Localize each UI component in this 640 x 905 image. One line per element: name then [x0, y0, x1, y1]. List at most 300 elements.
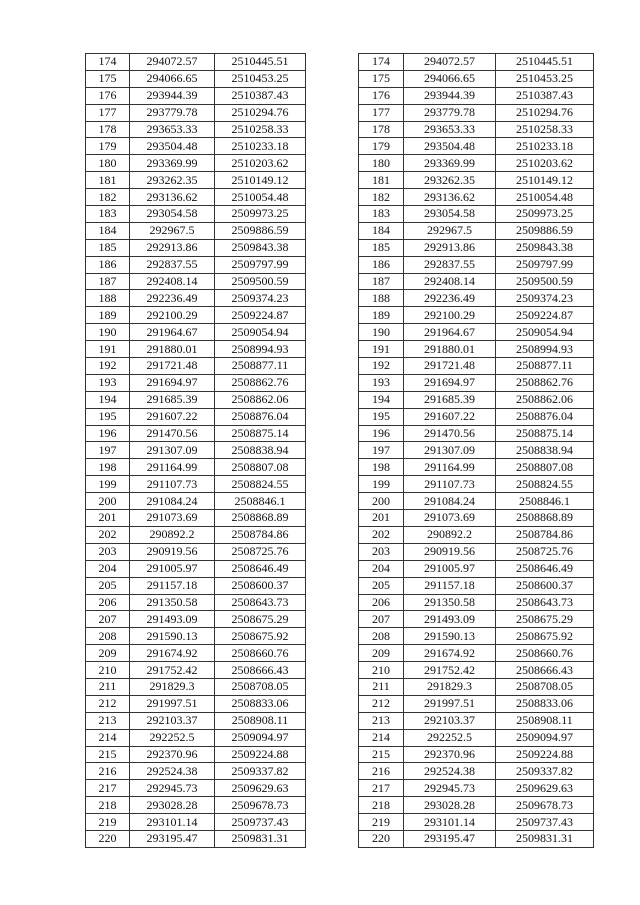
right-x-coordinate-cell: 291590.13	[404, 628, 496, 645]
right-y-coordinate-cell: 2509054.94	[496, 324, 594, 341]
left-y-coordinate-cell: 2508675.29	[215, 611, 306, 628]
left-x-coordinate-cell: 293028.28	[130, 797, 215, 814]
left-x-coordinate-cell: 291829.3	[130, 678, 215, 695]
left-y-coordinate-cell: 2508675.92	[215, 628, 306, 645]
right-y-coordinate-cell: 2508838.94	[496, 442, 594, 459]
right-y-coordinate-cell: 2508877.11	[496, 358, 594, 375]
left-point-number-cell: 200	[86, 493, 130, 510]
right-y-coordinate-cell: 2509629.63	[496, 780, 594, 797]
right-point-number-cell: 200	[359, 493, 404, 510]
table-row	[86, 695, 594, 712]
blank-separator-cell	[306, 104, 359, 121]
left-point-number-cell: 211	[86, 678, 130, 695]
table-row	[86, 324, 594, 341]
left-x-coordinate-cell: 292252.5	[130, 729, 215, 746]
left-y-coordinate-cell: 2509094.97	[215, 729, 306, 746]
right-point-number-cell: 203	[359, 543, 404, 560]
blank-separator-cell	[306, 307, 359, 324]
left-y-coordinate-cell: 2509831.31	[215, 830, 306, 847]
left-point-number-cell: 195	[86, 408, 130, 425]
right-point-number-cell: 210	[359, 662, 404, 679]
left-point-number-cell: 214	[86, 729, 130, 746]
table-row	[86, 493, 594, 510]
right-point-number-cell: 207	[359, 611, 404, 628]
right-x-coordinate-cell: 293054.58	[404, 206, 496, 223]
table-row	[86, 172, 594, 189]
left-point-number-cell: 206	[86, 594, 130, 611]
right-y-coordinate-cell: 2509843.38	[496, 239, 594, 256]
right-x-coordinate-cell: 293944.39	[404, 87, 496, 104]
blank-separator-cell	[306, 510, 359, 527]
left-point-number-cell: 174	[86, 54, 130, 71]
left-y-coordinate-cell: 2508660.76	[215, 645, 306, 662]
right-point-number-cell: 202	[359, 526, 404, 543]
left-y-coordinate-cell: 2508875.14	[215, 425, 306, 442]
left-point-number-cell: 201	[86, 510, 130, 527]
left-point-number-cell: 202	[86, 526, 130, 543]
right-y-coordinate-cell: 2508646.49	[496, 560, 594, 577]
right-x-coordinate-cell: 291721.48	[404, 358, 496, 375]
left-x-coordinate-cell: 293101.14	[130, 814, 215, 831]
left-x-coordinate-cell: 291880.01	[130, 341, 215, 358]
right-point-number-cell: 197	[359, 442, 404, 459]
table-row	[86, 307, 594, 324]
right-y-coordinate-cell: 2510445.51	[496, 54, 594, 71]
left-y-coordinate-cell: 2510233.18	[215, 138, 306, 155]
blank-separator-cell	[306, 662, 359, 679]
right-point-number-cell: 206	[359, 594, 404, 611]
blank-separator-cell	[306, 712, 359, 729]
right-x-coordinate-cell: 291685.39	[404, 391, 496, 408]
left-point-number-cell: 188	[86, 290, 130, 307]
left-point-number-cell: 199	[86, 476, 130, 493]
right-y-coordinate-cell: 2508807.08	[496, 459, 594, 476]
right-y-coordinate-cell: 2508643.73	[496, 594, 594, 611]
right-x-coordinate-cell: 292945.73	[404, 780, 496, 797]
left-y-coordinate-cell: 2508643.73	[215, 594, 306, 611]
right-x-coordinate-cell: 291880.01	[404, 341, 496, 358]
left-point-number-cell: 208	[86, 628, 130, 645]
table-row	[86, 341, 594, 358]
left-point-number-cell: 213	[86, 712, 130, 729]
left-x-coordinate-cell: 291674.92	[130, 645, 215, 662]
left-point-number-cell: 205	[86, 577, 130, 594]
right-y-coordinate-cell: 2509094.97	[496, 729, 594, 746]
blank-separator-cell	[306, 628, 359, 645]
table-row	[86, 358, 594, 375]
right-y-coordinate-cell: 2509224.87	[496, 307, 594, 324]
left-point-number-cell: 177	[86, 104, 130, 121]
left-y-coordinate-cell: 2508833.06	[215, 695, 306, 712]
right-point-number-cell: 187	[359, 273, 404, 290]
right-x-coordinate-cell: 293195.47	[404, 830, 496, 847]
right-y-coordinate-cell: 2509797.99	[496, 256, 594, 273]
left-x-coordinate-cell: 291157.18	[130, 577, 215, 594]
right-y-coordinate-cell: 2508660.76	[496, 645, 594, 662]
right-x-coordinate-cell: 293369.99	[404, 155, 496, 172]
right-y-coordinate-cell: 2510203.62	[496, 155, 594, 172]
left-y-coordinate-cell: 2508877.11	[215, 358, 306, 375]
table-row	[86, 442, 594, 459]
left-point-number-cell: 192	[86, 358, 130, 375]
left-point-number-cell: 198	[86, 459, 130, 476]
left-point-number-cell: 182	[86, 189, 130, 206]
right-point-number-cell: 204	[359, 560, 404, 577]
table-row	[86, 830, 594, 847]
right-y-coordinate-cell: 2508862.76	[496, 374, 594, 391]
right-y-coordinate-cell: 2509337.82	[496, 763, 594, 780]
left-x-coordinate-cell: 292408.14	[130, 273, 215, 290]
left-y-coordinate-cell: 2509886.59	[215, 222, 306, 239]
right-point-number-cell: 180	[359, 155, 404, 172]
table-row	[86, 104, 594, 121]
left-x-coordinate-cell: 290892.2	[130, 526, 215, 543]
left-point-number-cell: 210	[86, 662, 130, 679]
right-point-number-cell: 194	[359, 391, 404, 408]
blank-separator-cell	[306, 256, 359, 273]
left-y-coordinate-cell: 2509737.43	[215, 814, 306, 831]
right-point-number-cell: 188	[359, 290, 404, 307]
left-y-coordinate-cell: 2508784.86	[215, 526, 306, 543]
left-y-coordinate-cell: 2508824.55	[215, 476, 306, 493]
table-row	[86, 780, 594, 797]
coordinate-table-body	[86, 54, 594, 848]
right-x-coordinate-cell: 292103.37	[404, 712, 496, 729]
left-point-number-cell: 193	[86, 374, 130, 391]
left-point-number-cell: 207	[86, 611, 130, 628]
table-row	[86, 543, 594, 560]
left-point-number-cell: 219	[86, 814, 130, 831]
right-point-number-cell: 215	[359, 746, 404, 763]
right-x-coordinate-cell: 292370.96	[404, 746, 496, 763]
left-x-coordinate-cell: 294072.57	[130, 54, 215, 71]
blank-separator-cell	[306, 442, 359, 459]
right-point-number-cell: 220	[359, 830, 404, 847]
right-y-coordinate-cell: 2509886.59	[496, 222, 594, 239]
left-x-coordinate-cell: 292103.37	[130, 712, 215, 729]
right-x-coordinate-cell: 291084.24	[404, 493, 496, 510]
left-point-number-cell: 218	[86, 797, 130, 814]
right-point-number-cell: 191	[359, 341, 404, 358]
right-y-coordinate-cell: 2508725.76	[496, 543, 594, 560]
left-y-coordinate-cell: 2508600.37	[215, 577, 306, 594]
table-row	[86, 678, 594, 695]
right-y-coordinate-cell: 2509224.88	[496, 746, 594, 763]
table-row	[86, 290, 594, 307]
left-y-coordinate-cell: 2510203.62	[215, 155, 306, 172]
right-y-coordinate-cell: 2508600.37	[496, 577, 594, 594]
right-y-coordinate-cell: 2509737.43	[496, 814, 594, 831]
left-x-coordinate-cell: 291964.67	[130, 324, 215, 341]
table-row	[86, 256, 594, 273]
table-row	[86, 70, 594, 87]
blank-separator-cell	[306, 797, 359, 814]
right-y-coordinate-cell: 2510149.12	[496, 172, 594, 189]
right-point-number-cell: 189	[359, 307, 404, 324]
left-point-number-cell: 178	[86, 121, 130, 138]
left-y-coordinate-cell: 2510054.48	[215, 189, 306, 206]
right-y-coordinate-cell: 2509500.59	[496, 273, 594, 290]
left-point-number-cell: 190	[86, 324, 130, 341]
left-x-coordinate-cell: 293944.39	[130, 87, 215, 104]
blank-separator-cell	[306, 763, 359, 780]
blank-separator-cell	[306, 70, 359, 87]
right-y-coordinate-cell: 2508833.06	[496, 695, 594, 712]
right-x-coordinate-cell: 291493.09	[404, 611, 496, 628]
right-x-coordinate-cell: 291997.51	[404, 695, 496, 712]
table-row	[86, 273, 594, 290]
blank-separator-cell	[306, 324, 359, 341]
left-x-coordinate-cell: 293779.78	[130, 104, 215, 121]
right-point-number-cell: 178	[359, 121, 404, 138]
right-x-coordinate-cell: 291752.42	[404, 662, 496, 679]
right-point-number-cell: 214	[359, 729, 404, 746]
blank-separator-cell	[306, 341, 359, 358]
left-x-coordinate-cell: 291005.97	[130, 560, 215, 577]
table-row	[86, 712, 594, 729]
left-point-number-cell: 181	[86, 172, 130, 189]
blank-separator-cell	[306, 206, 359, 223]
left-point-number-cell: 204	[86, 560, 130, 577]
right-x-coordinate-cell: 291694.97	[404, 374, 496, 391]
blank-separator-cell	[306, 87, 359, 104]
blank-separator-cell	[306, 526, 359, 543]
left-point-number-cell: 180	[86, 155, 130, 172]
right-y-coordinate-cell: 2508876.04	[496, 408, 594, 425]
left-x-coordinate-cell: 291350.58	[130, 594, 215, 611]
left-x-coordinate-cell: 293054.58	[130, 206, 215, 223]
right-x-coordinate-cell: 291964.67	[404, 324, 496, 341]
right-point-number-cell: 179	[359, 138, 404, 155]
left-point-number-cell: 216	[86, 763, 130, 780]
right-point-number-cell: 196	[359, 425, 404, 442]
table-row	[86, 459, 594, 476]
right-y-coordinate-cell: 2509973.25	[496, 206, 594, 223]
blank-separator-cell	[306, 459, 359, 476]
left-y-coordinate-cell: 2510445.51	[215, 54, 306, 71]
table-row	[86, 391, 594, 408]
left-y-coordinate-cell: 2510294.76	[215, 104, 306, 121]
table-row	[86, 662, 594, 679]
right-y-coordinate-cell: 2508868.89	[496, 510, 594, 527]
left-x-coordinate-cell: 291997.51	[130, 695, 215, 712]
right-point-number-cell: 177	[359, 104, 404, 121]
left-x-coordinate-cell: 291307.09	[130, 442, 215, 459]
left-y-coordinate-cell: 2510149.12	[215, 172, 306, 189]
right-y-coordinate-cell: 2508862.06	[496, 391, 594, 408]
right-x-coordinate-cell: 291350.58	[404, 594, 496, 611]
table-row	[86, 729, 594, 746]
left-x-coordinate-cell: 291493.09	[130, 611, 215, 628]
right-y-coordinate-cell: 2509374.23	[496, 290, 594, 307]
right-x-coordinate-cell: 292100.29	[404, 307, 496, 324]
right-point-number-cell: 176	[359, 87, 404, 104]
left-x-coordinate-cell: 291721.48	[130, 358, 215, 375]
right-x-coordinate-cell: 290919.56	[404, 543, 496, 560]
right-point-number-cell: 183	[359, 206, 404, 223]
right-point-number-cell: 184	[359, 222, 404, 239]
blank-separator-cell	[306, 645, 359, 662]
right-x-coordinate-cell: 293262.35	[404, 172, 496, 189]
left-point-number-cell: 196	[86, 425, 130, 442]
right-y-coordinate-cell: 2509831.31	[496, 830, 594, 847]
left-point-number-cell: 203	[86, 543, 130, 560]
right-point-number-cell: 190	[359, 324, 404, 341]
table-row	[86, 189, 594, 206]
blank-separator-cell	[306, 611, 359, 628]
right-x-coordinate-cell: 292524.38	[404, 763, 496, 780]
left-x-coordinate-cell: 292236.49	[130, 290, 215, 307]
right-point-number-cell: 201	[359, 510, 404, 527]
table-row	[86, 763, 594, 780]
table-row	[86, 814, 594, 831]
right-point-number-cell: 174	[359, 54, 404, 71]
table-row	[86, 155, 594, 172]
table-row	[86, 746, 594, 763]
left-y-coordinate-cell: 2509629.63	[215, 780, 306, 797]
table-row	[86, 408, 594, 425]
blank-separator-cell	[306, 189, 359, 206]
left-x-coordinate-cell: 292913.86	[130, 239, 215, 256]
right-point-number-cell: 199	[359, 476, 404, 493]
left-x-coordinate-cell: 292524.38	[130, 763, 215, 780]
right-point-number-cell: 211	[359, 678, 404, 695]
left-point-number-cell: 187	[86, 273, 130, 290]
table-row	[86, 797, 594, 814]
right-point-number-cell: 208	[359, 628, 404, 645]
right-x-coordinate-cell: 292837.55	[404, 256, 496, 273]
blank-separator-cell	[306, 239, 359, 256]
coordinate-table	[85, 53, 594, 848]
right-point-number-cell: 195	[359, 408, 404, 425]
right-x-coordinate-cell: 293101.14	[404, 814, 496, 831]
left-y-coordinate-cell: 2509843.38	[215, 239, 306, 256]
right-y-coordinate-cell: 2508875.14	[496, 425, 594, 442]
left-x-coordinate-cell: 291073.69	[130, 510, 215, 527]
right-x-coordinate-cell: 293504.48	[404, 138, 496, 155]
left-y-coordinate-cell: 2509973.25	[215, 206, 306, 223]
right-y-coordinate-cell: 2510233.18	[496, 138, 594, 155]
table-row	[86, 510, 594, 527]
blank-separator-cell	[306, 729, 359, 746]
left-point-number-cell: 209	[86, 645, 130, 662]
left-x-coordinate-cell: 293262.35	[130, 172, 215, 189]
left-y-coordinate-cell: 2509224.87	[215, 307, 306, 324]
left-point-number-cell: 176	[86, 87, 130, 104]
left-x-coordinate-cell: 293369.99	[130, 155, 215, 172]
left-x-coordinate-cell: 291752.42	[130, 662, 215, 679]
blank-separator-cell	[306, 476, 359, 493]
left-point-number-cell: 212	[86, 695, 130, 712]
right-point-number-cell: 181	[359, 172, 404, 189]
right-point-number-cell: 186	[359, 256, 404, 273]
left-x-coordinate-cell: 291084.24	[130, 493, 215, 510]
right-point-number-cell: 212	[359, 695, 404, 712]
right-x-coordinate-cell: 292913.86	[404, 239, 496, 256]
left-y-coordinate-cell: 2508868.89	[215, 510, 306, 527]
table-row	[86, 628, 594, 645]
left-y-coordinate-cell: 2510258.33	[215, 121, 306, 138]
right-y-coordinate-cell: 2510258.33	[496, 121, 594, 138]
left-x-coordinate-cell: 291694.97	[130, 374, 215, 391]
blank-separator-cell	[306, 138, 359, 155]
right-point-number-cell: 217	[359, 780, 404, 797]
blank-separator-cell	[306, 493, 359, 510]
right-x-coordinate-cell: 292408.14	[404, 273, 496, 290]
left-y-coordinate-cell: 2509054.94	[215, 324, 306, 341]
right-y-coordinate-cell: 2508994.93	[496, 341, 594, 358]
right-y-coordinate-cell: 2510054.48	[496, 189, 594, 206]
right-x-coordinate-cell: 291005.97	[404, 560, 496, 577]
blank-separator-cell	[306, 560, 359, 577]
right-x-coordinate-cell: 291107.73	[404, 476, 496, 493]
left-y-coordinate-cell: 2508908.11	[215, 712, 306, 729]
blank-separator-cell	[306, 425, 359, 442]
right-x-coordinate-cell: 291607.22	[404, 408, 496, 425]
blank-separator-cell	[306, 172, 359, 189]
blank-separator-cell	[306, 678, 359, 695]
left-x-coordinate-cell: 293136.62	[130, 189, 215, 206]
left-x-coordinate-cell: 293504.48	[130, 138, 215, 155]
left-point-number-cell: 194	[86, 391, 130, 408]
right-x-coordinate-cell: 293779.78	[404, 104, 496, 121]
left-x-coordinate-cell: 290919.56	[130, 543, 215, 560]
left-y-coordinate-cell: 2508838.94	[215, 442, 306, 459]
left-y-coordinate-cell: 2509797.99	[215, 256, 306, 273]
blank-separator-cell	[306, 695, 359, 712]
left-x-coordinate-cell: 292945.73	[130, 780, 215, 797]
table-row	[86, 425, 594, 442]
right-point-number-cell: 218	[359, 797, 404, 814]
left-y-coordinate-cell: 2509678.73	[215, 797, 306, 814]
blank-separator-cell	[306, 358, 359, 375]
left-y-coordinate-cell: 2510387.43	[215, 87, 306, 104]
right-x-coordinate-cell: 292252.5	[404, 729, 496, 746]
left-x-coordinate-cell: 291164.99	[130, 459, 215, 476]
table-row	[86, 54, 594, 71]
table-row	[86, 374, 594, 391]
table-row	[86, 138, 594, 155]
left-y-coordinate-cell: 2509374.23	[215, 290, 306, 307]
right-point-number-cell: 219	[359, 814, 404, 831]
blank-separator-cell	[306, 155, 359, 172]
left-y-coordinate-cell: 2508994.93	[215, 341, 306, 358]
left-point-number-cell: 186	[86, 256, 130, 273]
right-x-coordinate-cell: 294066.65	[404, 70, 496, 87]
right-point-number-cell: 185	[359, 239, 404, 256]
left-y-coordinate-cell: 2508876.04	[215, 408, 306, 425]
right-point-number-cell: 209	[359, 645, 404, 662]
table-row	[86, 526, 594, 543]
left-y-coordinate-cell: 2509500.59	[215, 273, 306, 290]
table-row	[86, 476, 594, 493]
right-x-coordinate-cell: 291164.99	[404, 459, 496, 476]
left-y-coordinate-cell: 2508725.76	[215, 543, 306, 560]
table-row	[86, 87, 594, 104]
blank-separator-cell	[306, 391, 359, 408]
left-y-coordinate-cell: 2509337.82	[215, 763, 306, 780]
blank-separator-cell	[306, 830, 359, 847]
left-x-coordinate-cell: 292967.5	[130, 222, 215, 239]
table-row	[86, 222, 594, 239]
table-row	[86, 645, 594, 662]
right-y-coordinate-cell: 2508708.05	[496, 678, 594, 695]
table-row	[86, 611, 594, 628]
right-y-coordinate-cell: 2508846.1	[496, 493, 594, 510]
blank-separator-cell	[306, 594, 359, 611]
right-point-number-cell: 216	[359, 763, 404, 780]
left-y-coordinate-cell: 2508846.1	[215, 493, 306, 510]
